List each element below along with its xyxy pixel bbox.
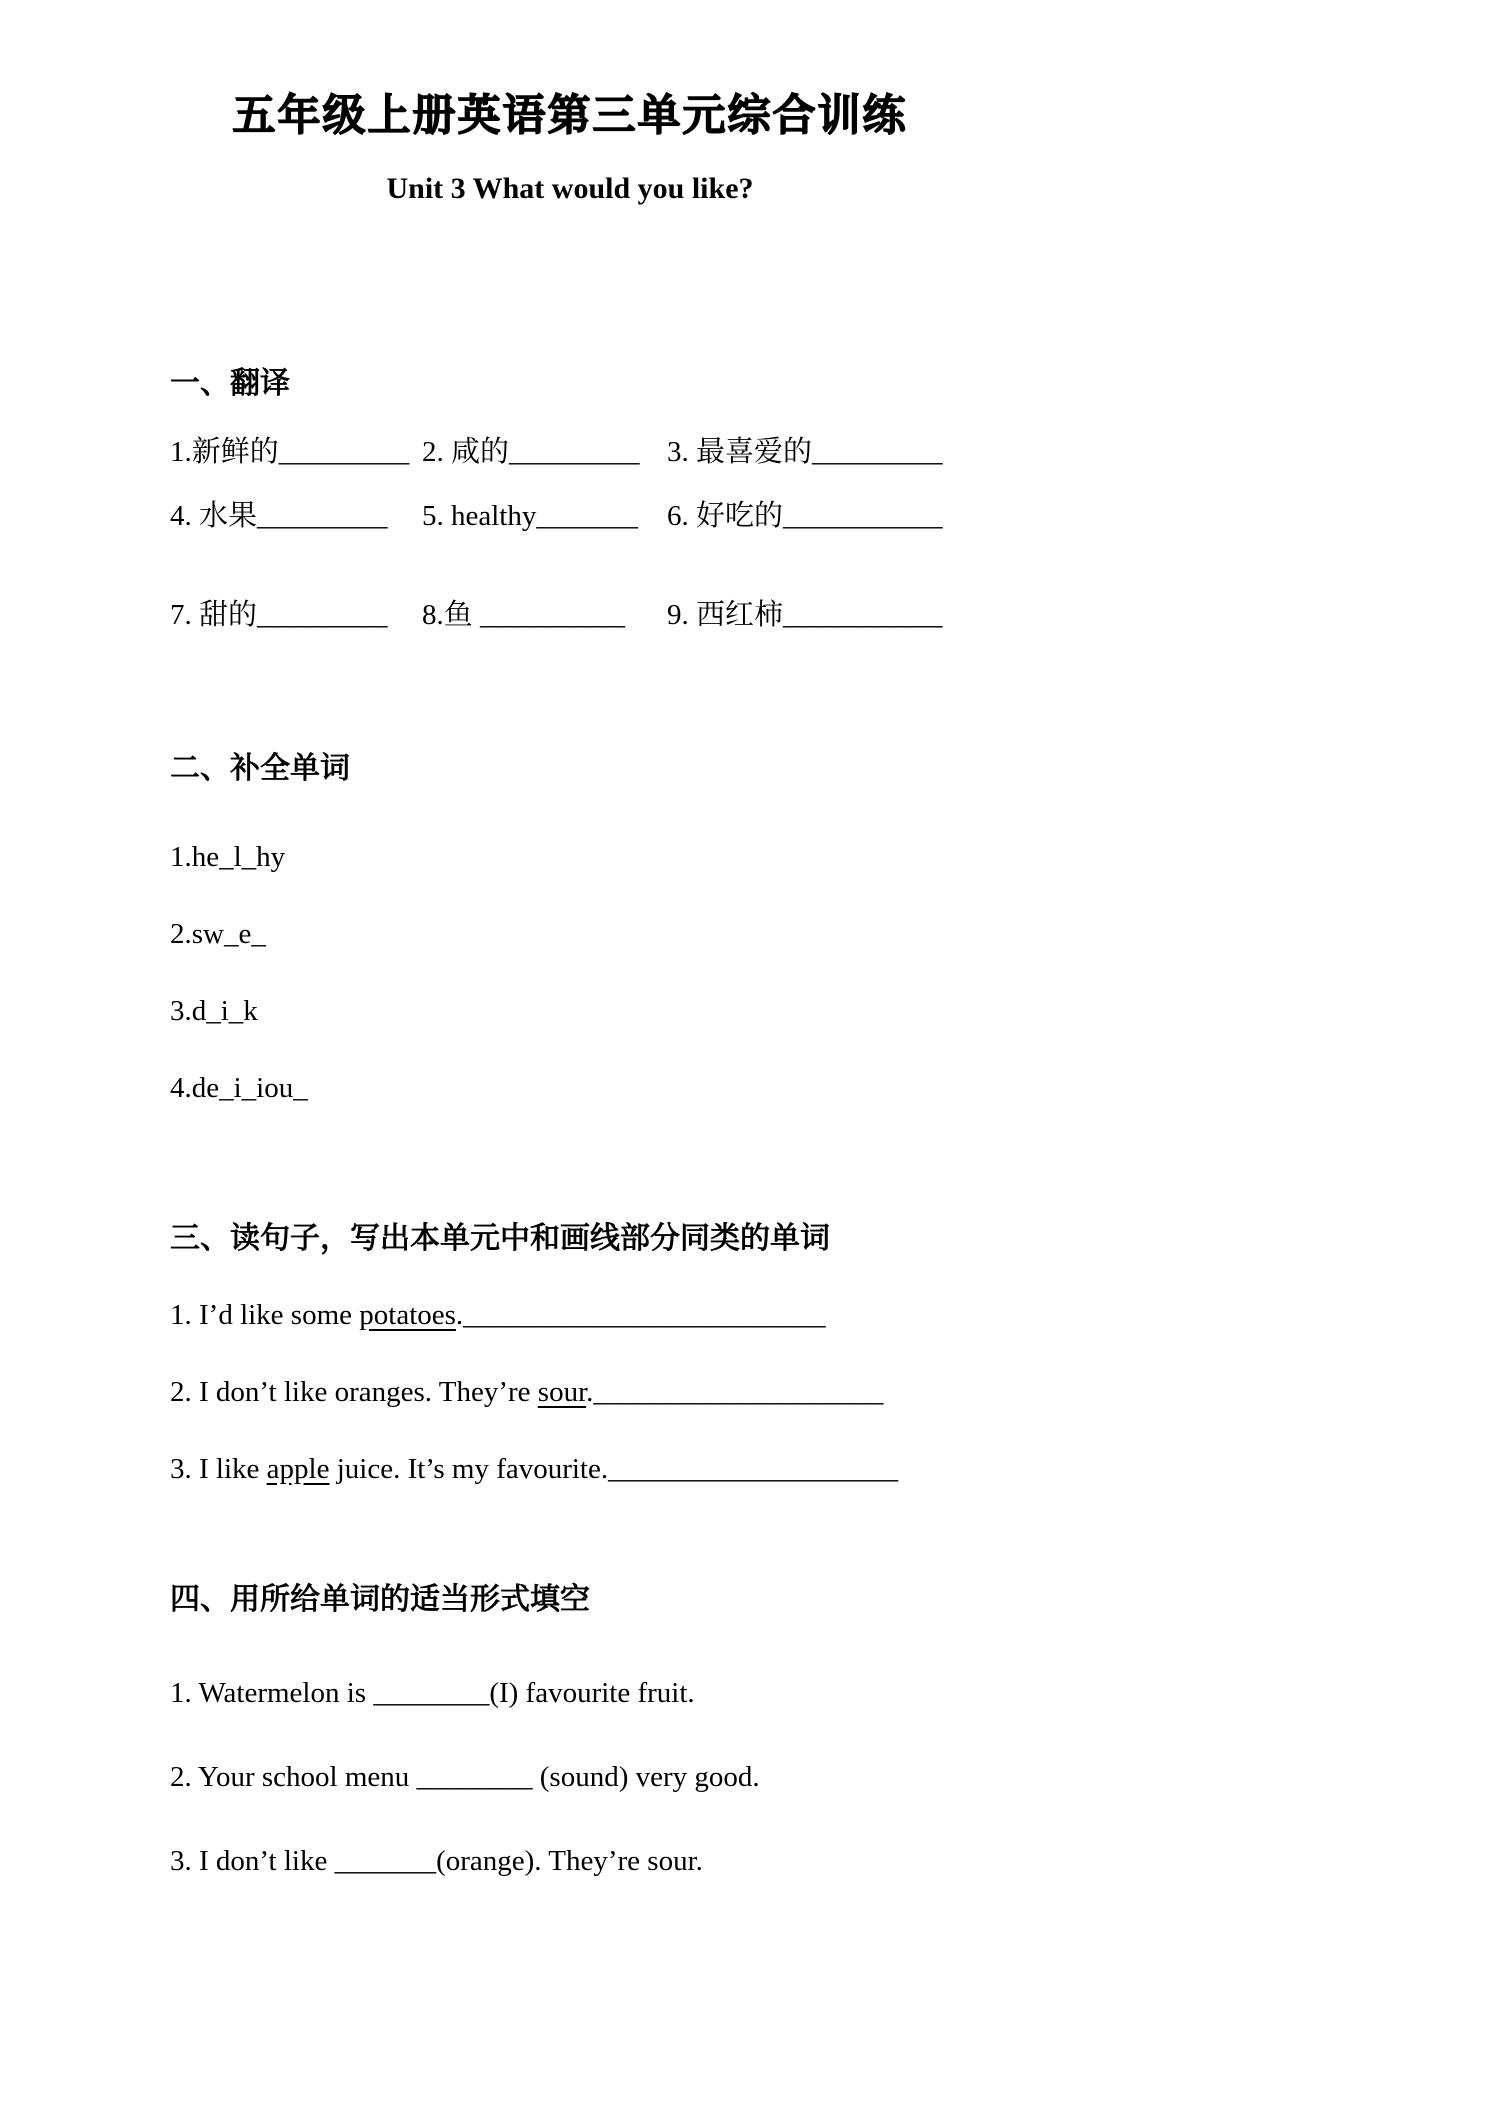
fill-blank-item (170, 1842, 970, 1881)
translation-item-label: 5. healthy (422, 499, 537, 532)
sentence-text: 3. I don’t like (170, 1844, 335, 1877)
translation-item-label: 7. 甜的 (170, 599, 258, 632)
sentence-text: (orange). They’re sour. (436, 1844, 703, 1877)
sentence-text: 3. I like (170, 1453, 267, 1486)
fill-blank-item (170, 1758, 970, 1797)
blank-line: _______ (334, 1844, 437, 1877)
blank-line: _________ (257, 599, 388, 632)
translation-item (422, 497, 667, 536)
blank-line: ________ (373, 1676, 490, 1709)
blank-line: ____________________ (593, 1375, 884, 1408)
blank-line: _________ (509, 435, 640, 468)
translation-row (170, 596, 970, 635)
section-complete-words-heading: 二、补全单词 (170, 752, 350, 786)
word-completion-item: 4.de_i_iou_ (170, 1072, 308, 1105)
translation-row (170, 497, 970, 536)
word-completion-item: 1.he_l_hy (170, 840, 286, 873)
sentence-item (170, 1450, 970, 1489)
translation-row (170, 433, 970, 472)
underlined-word: apple (266, 1453, 330, 1486)
underlined-word: potatoes (359, 1298, 456, 1331)
translation-item (422, 596, 667, 635)
document-subtitle: Unit 3 What would you like? (386, 171, 754, 205)
translation-item-label: 9. 西红柿 (667, 599, 784, 632)
section-proper-form-heading: 四、用所给单词的适当形式填空 (170, 1583, 590, 1617)
sentence-text: juice. It’s my favourite. (329, 1453, 609, 1486)
blank-line: _________ (278, 435, 410, 468)
blank-line: __________ (480, 599, 626, 632)
sentence-item (170, 1373, 970, 1412)
blank-line: _________________________ (463, 1298, 826, 1331)
sentence-text: . (586, 1375, 594, 1408)
sentence-text: . (455, 1298, 464, 1331)
sentence-text: (sound) very good. (532, 1760, 760, 1793)
sentence-text: (I) favourite fruit. (489, 1676, 695, 1709)
translation-item (422, 433, 667, 472)
translation-item-label: 4. 水果 (170, 499, 258, 532)
blank-line: _________ (257, 499, 388, 532)
word-completion-item: 3.d_i_k (170, 994, 258, 1027)
fill-blank-item (170, 1674, 970, 1713)
sentence-item (170, 1296, 970, 1335)
translation-item-label: 1.新鲜的 (170, 435, 279, 468)
blank-line: ___________ (783, 499, 943, 532)
translation-item-label: 3. 最喜爱的 (667, 435, 813, 468)
blank-line: ________ (416, 1760, 533, 1793)
document-title: 五年级上册英语第三单元综合训练 (232, 92, 908, 140)
blank-line: ____________________ (608, 1453, 899, 1486)
sentence-text: 2. Your school menu (170, 1760, 417, 1793)
translation-item-label: 2. 咸的 (422, 435, 510, 468)
sentence-text: 1. I’d like some (170, 1298, 360, 1331)
translation-item-label: 8.鱼 (422, 599, 481, 632)
translation-item-label: 6. 好吃的 (667, 499, 784, 532)
sentence-text: 1. Watermelon is (170, 1676, 374, 1709)
blank-line: _________ (812, 435, 943, 468)
section-translation-heading: 一、翻译 (170, 367, 290, 401)
sentence-text: 2. I don’t like oranges. They’re (170, 1375, 538, 1408)
translation-item (170, 497, 422, 536)
blank-line: _______ (536, 499, 638, 532)
translation-item (667, 596, 970, 635)
translation-item (667, 497, 970, 536)
section-same-category-heading: 三、读句子，写出本单元中和画线部分同类的单词 (170, 1222, 830, 1256)
translation-item (170, 433, 422, 472)
translation-item (170, 596, 422, 635)
word-completion-item: 2.sw_e_ (170, 917, 266, 950)
underlined-word: sour (537, 1375, 587, 1408)
translation-item (667, 433, 970, 472)
blank-line: ___________ (783, 599, 943, 632)
